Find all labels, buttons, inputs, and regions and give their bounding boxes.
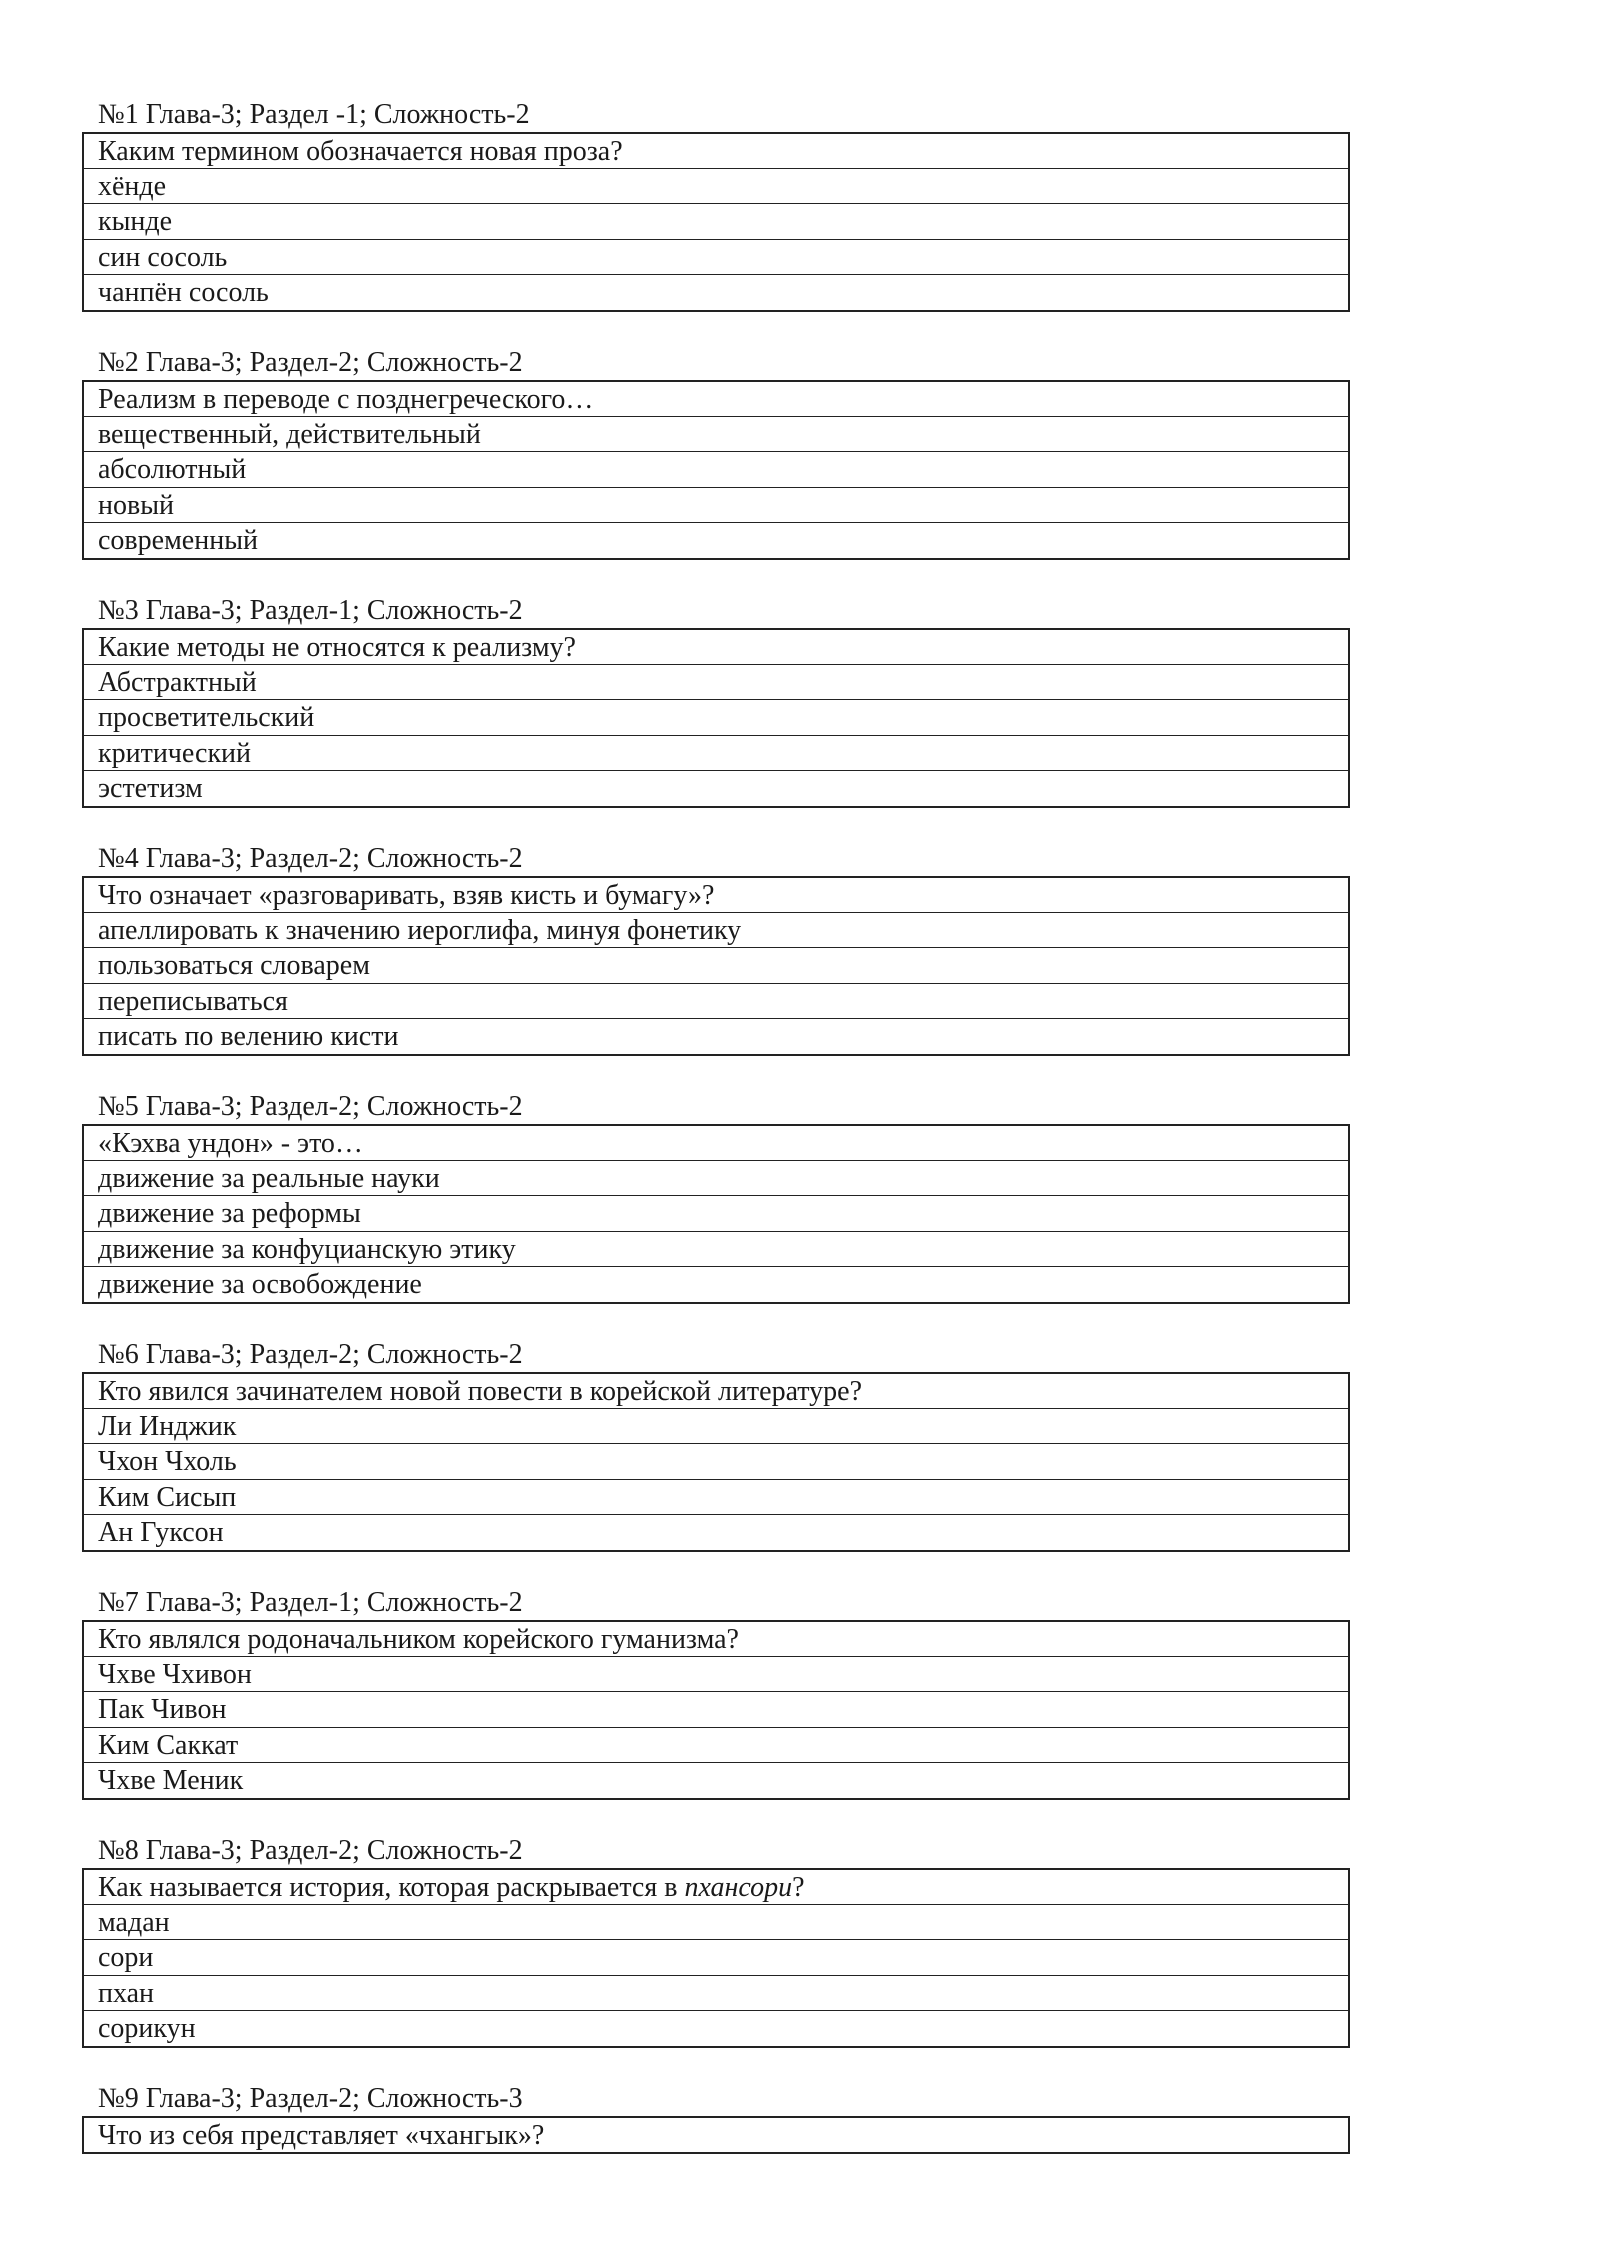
question-table <box>82 1124 1350 1304</box>
question-prompt-text: Как называется история, которая раскрывается в <box>98 1872 685 1903</box>
question-heading: №6 Глава-3; Раздел-2; Сложность-2 <box>98 1339 523 1370</box>
answer-option: Ким Сисып <box>84 1479 1348 1514</box>
answer-option: апеллировать к значению иероглифа, минуя фонетику <box>84 912 1348 947</box>
answer-option: переписываться <box>84 983 1348 1018</box>
question-heading: №7 Глава-3; Раздел-1; Сложность-2 <box>98 1587 523 1618</box>
question-table <box>82 2116 1350 2154</box>
answer-option: Ан Гуксон <box>84 1514 1348 1549</box>
answer-option: Чхон Чхоль <box>84 1443 1348 1478</box>
answer-option: движение за реформы <box>84 1195 1348 1230</box>
answer-option: кынде <box>84 203 1348 238</box>
question-prompt: Кто явился зачинателем новой повести в корейской литературе? <box>98 1376 863 1407</box>
answer-option: современный <box>84 522 1348 557</box>
question-table <box>82 132 1350 312</box>
answer-option: сорикун <box>84 2010 1348 2045</box>
question-4 <box>82 842 1350 1056</box>
answer-option: просветительский <box>84 699 1348 734</box>
question-2 <box>82 346 1350 560</box>
question-prompt: Каким термином обозначается новая проза? <box>98 136 623 167</box>
question-7 <box>82 1586 1350 1800</box>
question-6 <box>82 1338 1350 1552</box>
answer-option: Пак Чивон <box>84 1691 1348 1726</box>
question-prompt: Какие методы не относятся к реализму? <box>98 632 576 663</box>
answer-option: чанпён сосоль <box>84 274 1348 309</box>
question-5 <box>82 1090 1350 1304</box>
answer-option: новый <box>84 487 1348 522</box>
question-prompt <box>84 1870 1348 1904</box>
answer-option: Чхве Меник <box>84 1762 1348 1797</box>
answer-option: движение за реальные науки <box>84 1160 1348 1195</box>
question-1 <box>82 98 1350 312</box>
question-prompt: Кто являлся родоначальником корейского гуманизма? <box>98 1624 739 1655</box>
question-3 <box>82 594 1350 808</box>
answer-option: эстетизм <box>84 770 1348 805</box>
question-heading: №2 Глава-3; Раздел-2; Сложность-2 <box>98 347 523 378</box>
question-table <box>82 1868 1350 2048</box>
question-prompt-suffix: ? <box>792 1872 805 1903</box>
answer-option: пхан <box>84 1975 1348 2010</box>
answer-option: движение за конфуцианскую этику <box>84 1231 1348 1266</box>
question-9 <box>82 2082 1350 2154</box>
answer-option: критический <box>84 735 1348 770</box>
question-heading: №3 Глава-3; Раздел-1; Сложность-2 <box>98 595 523 626</box>
question-heading: №8 Глава-3; Раздел-2; Сложность-2 <box>98 1835 523 1866</box>
question-table <box>82 380 1350 560</box>
answer-option: Ким Саккат <box>84 1727 1348 1762</box>
question-prompt: Что означает «разговаривать, взяв кисть и бумагу»? <box>98 880 715 911</box>
question-heading: №4 Глава-3; Раздел-2; Сложность-2 <box>98 843 523 874</box>
question-table <box>82 628 1350 808</box>
question-heading: №9 Глава-3; Раздел-2; Сложность-3 <box>98 2083 523 2114</box>
answer-option: син сосоль <box>84 239 1348 274</box>
answer-option: мадан <box>84 1904 1348 1939</box>
answer-option: Ли Инджик <box>84 1408 1348 1443</box>
answer-option: Чхве Чхивон <box>84 1656 1348 1691</box>
answer-option: вещественный, действительный <box>84 416 1348 451</box>
question-table <box>82 1372 1350 1552</box>
question-prompt-italic: пхансори <box>684 1872 793 1903</box>
answer-option: пользоваться словарем <box>84 947 1348 982</box>
question-table <box>82 876 1350 1056</box>
answer-option: сори <box>84 1939 1348 1974</box>
answer-option: движение за освобождение <box>84 1266 1348 1301</box>
answer-option: абсолютный <box>84 451 1348 486</box>
answer-option: хёнде <box>84 168 1348 203</box>
question-heading: №1 Глава-3; Раздел -1; Сложность-2 <box>98 99 530 130</box>
question-prompt: Что из себя представляет «чхангык»? <box>98 2120 545 2151</box>
answer-option: Абстрактный <box>84 664 1348 699</box>
question-prompt: «Кэхва ундон» - это… <box>98 1128 363 1159</box>
question-prompt: Реализм в переводе с позднегреческого… <box>98 384 594 415</box>
question-8 <box>82 1834 1350 2048</box>
question-table <box>82 1620 1350 1800</box>
question-heading: №5 Глава-3; Раздел-2; Сложность-2 <box>98 1091 523 1122</box>
answer-option: писать по велению кисти <box>84 1018 1348 1053</box>
